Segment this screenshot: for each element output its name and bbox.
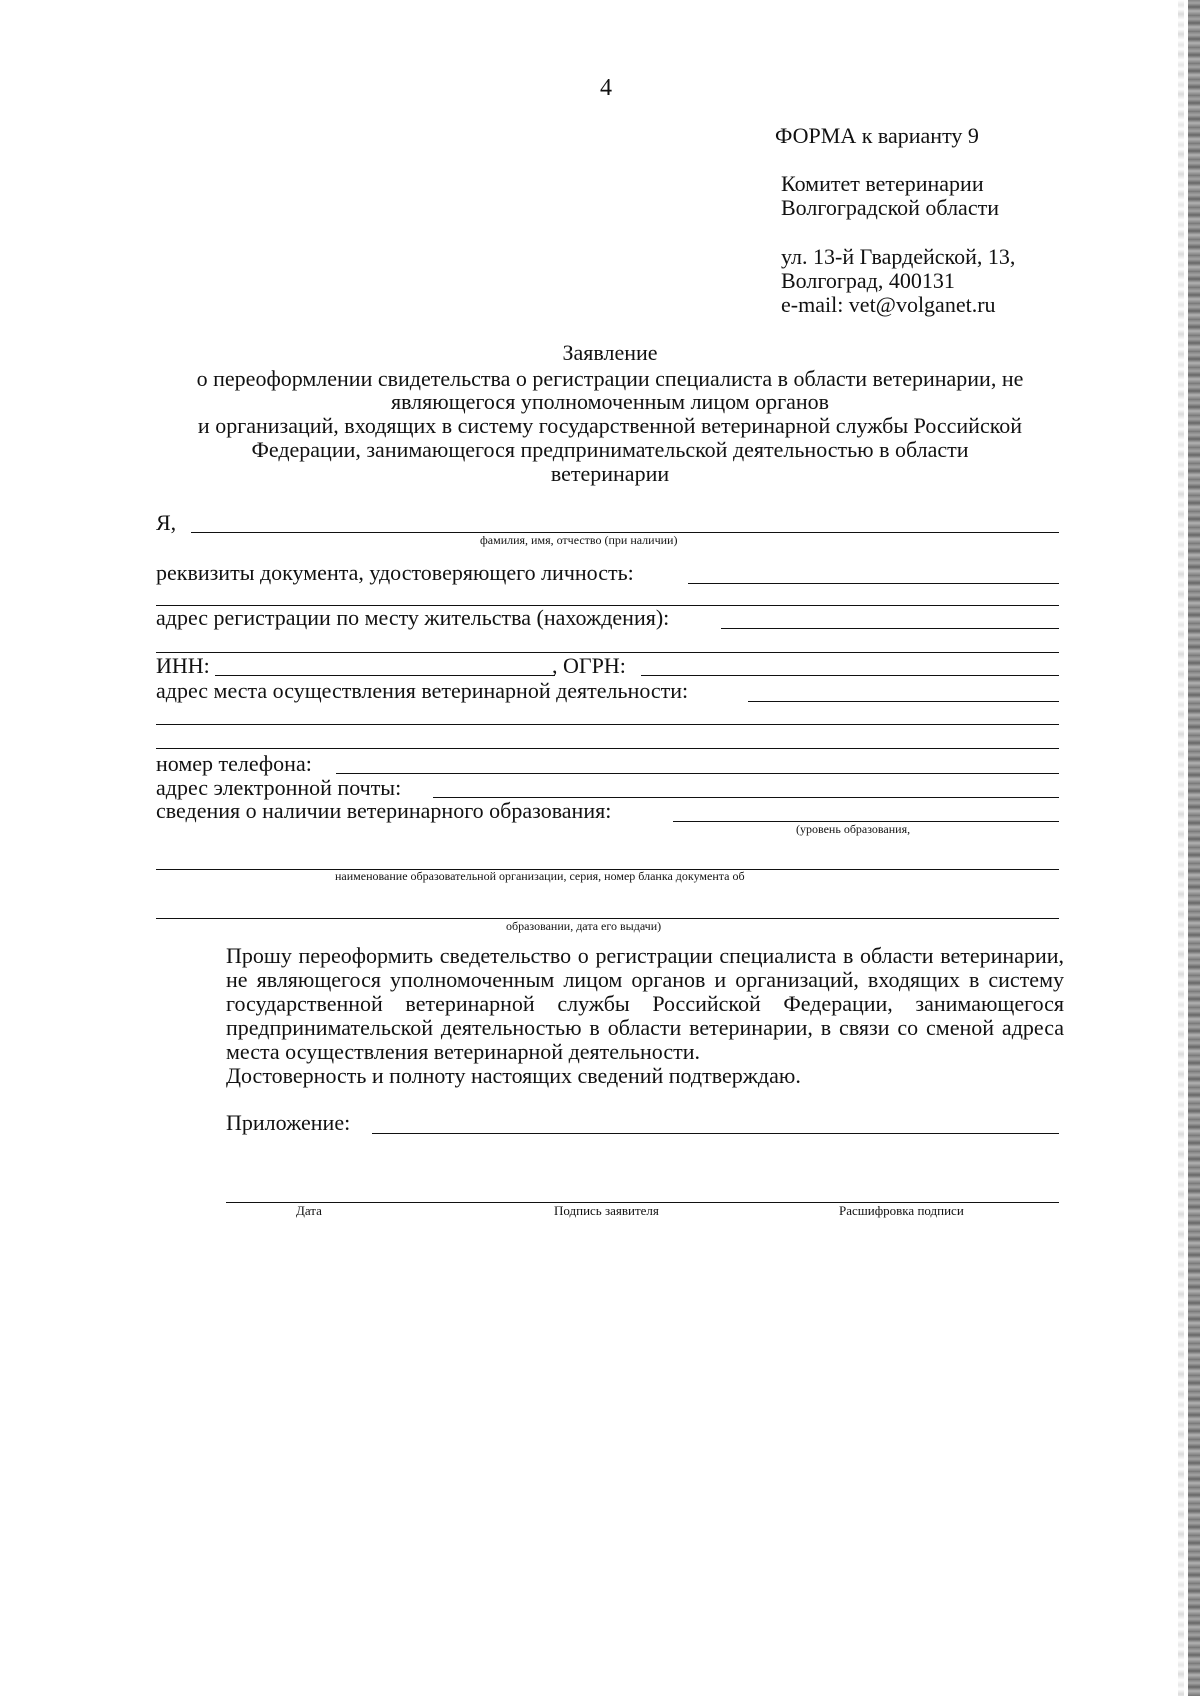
attachment-field[interactable] <box>372 1133 1059 1134</box>
recipient-email: e-mail: vet@volganet.ru <box>781 292 996 317</box>
ogrn-field[interactable] <box>641 675 1059 676</box>
inn-label: ИНН: <box>156 653 210 678</box>
education-label: сведения о наличии ветеринарного образования: <box>156 798 612 823</box>
recipient-address2: Волгоград, 400131 <box>781 268 955 293</box>
document-title-line2: являющегося уполномоченным лицом органов <box>390 389 830 414</box>
education-level-hint: (уровень образования, <box>796 822 911 836</box>
activity-address-field-line3[interactable] <box>156 748 1059 749</box>
form-label: ФОРМА к варианту 9 <box>775 123 979 148</box>
document-title-line3: и организаций, входящих в систему государственной ветеринарной службы Российской <box>197 413 1023 438</box>
id-doc-field[interactable] <box>688 583 1059 584</box>
date-caption: Дата <box>296 1203 322 1218</box>
fio-hint: фамилия, имя, отчество (при наличии) <box>480 533 678 547</box>
inn-field[interactable] <box>215 675 555 676</box>
activity-address-field[interactable] <box>748 701 1059 702</box>
signature-decode-caption: Расшифровка подписи <box>839 1203 964 1218</box>
page-number: 4 <box>600 75 612 101</box>
email-label: адрес электронной почты: <box>156 775 402 800</box>
id-doc-label: реквизиты документа, удостоверяющего личность: <box>156 560 634 585</box>
phone-label: номер телефона: <box>156 751 312 776</box>
signature-caption: Подпись заявителя <box>554 1203 659 1218</box>
reg-address-field[interactable] <box>721 628 1059 629</box>
scan-edge-light <box>1178 0 1184 1696</box>
confirmation-paragraph: Достоверность и полноту настоящих сведений подтверждаю. <box>226 1063 801 1088</box>
scan-edge-dark <box>1188 0 1200 1696</box>
ogrn-label: , ОГРН: <box>552 653 626 678</box>
education-org-hint: наименование образовательной организации, серия, номер бланка документа об <box>335 869 745 883</box>
body-paragraph <box>156 944 1064 1088</box>
document-heading: Заявление <box>562 340 658 365</box>
recipient-line1: Комитет ветеринарии <box>781 171 984 196</box>
activity-address-label: адрес места осуществления ветеринарной деятельности: <box>156 678 689 703</box>
recipient-line2: Волгоградской области <box>781 195 999 220</box>
education-date-hint: образовании, дата его выдачи) <box>506 919 662 933</box>
ya-label: Я, <box>156 510 177 535</box>
document-title-line5: ветеринарии <box>550 461 670 486</box>
request-paragraph: Прошу переоформить сведетельство о регистрации специалиста в области ветеринарии, не являющегося уполномоченным лицом органов и организаций, входящих в систему государственной ветеринарной службы Российской Федерации, занимающегося предпринимательской деятельностью в области ветеринарии, в связи со сменой адреса места осуществления ветеринарной деятельности. <box>226 943 1064 1064</box>
recipient-address1: ул. 13-й Гвардейской, 13, <box>781 244 1016 269</box>
activity-address-field-line2[interactable] <box>156 724 1059 725</box>
attachment-label: Приложение: <box>226 1110 351 1135</box>
document-title-line4: Федерации, занимающегося предпринимательской деятельностью в области <box>251 437 969 462</box>
phone-field[interactable] <box>336 773 1059 774</box>
reg-address-label: адрес регистрации по месту жительства (нахождения): <box>156 605 670 630</box>
document-title-line1: о переоформлении свидетельства о регистрации специалиста в области ветеринарии, не <box>196 366 1024 391</box>
